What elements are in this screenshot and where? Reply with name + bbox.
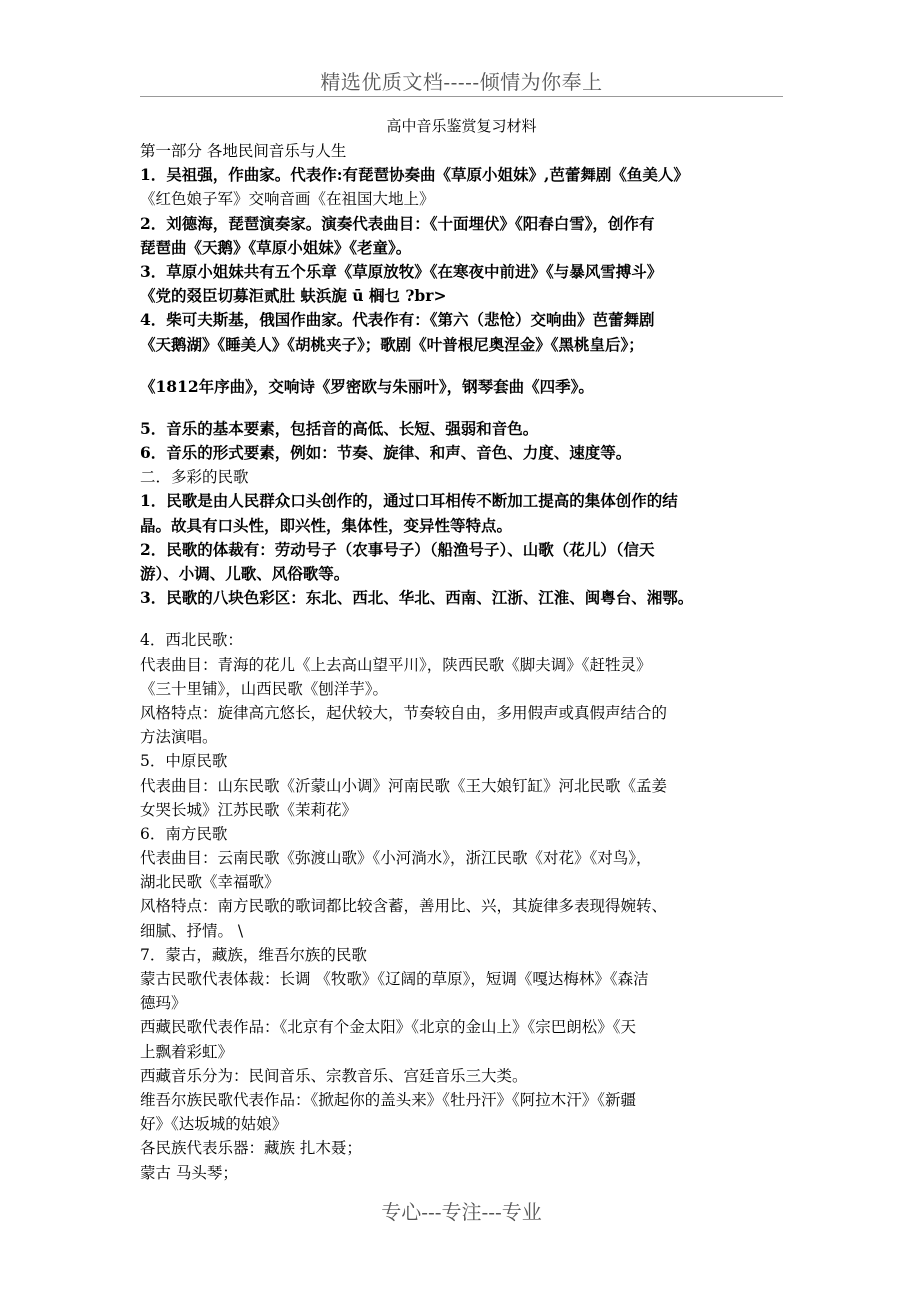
text-line: 蒙古民歌代表体裁：长调 《牧歌》《辽阔的草原》，短调《嘎达梅林》《森洁 [140,970,649,988]
text-line: 代表曲目：山东民歌《沂蒙山小调》河南民歌《王大娘钉缸》河北民歌《孟姜 [140,776,668,795]
text-line: 7．蒙古，藏族，维吾尔族的民歌 [140,945,367,964]
text-line: 1．民歌是由人民群众口头创作的，通过口耳相传不断加工提高的集体创作的结 [140,491,678,511]
text-line: 西藏民歌代表作品：《北京有个金太阳》《北京的金山上》《宗巴朗松》《天 [140,1018,637,1037]
text-line: 代表曲目：云南民歌《弥渡山歌》《小河淌水》，浙江民歌《对花》《对鸟》， [140,849,652,868]
blank-line [140,399,800,417]
text-line: 4．西北民歌： [140,631,243,650]
text-line: 湖北民歌《幸福歌》 [140,873,280,892]
text-line: 各民族代表乐器：藏族 扎木聂； [140,1139,362,1158]
text-line: 3．草原小姐妹共有五个乐章《草原放牧》《在寒夜中前进》《与暴风雪搏斗》 [140,261,663,281]
text-line: 维吾尔族民歌代表作品：《掀起你的盖头来》《牡丹汗》《阿拉木汗》《新疆 [140,1090,637,1109]
text-line: 2．刘德海，琵琶演奏家。演奏代表曲目：《十面埋伏》《阳春白雪》，创作有 [140,213,655,233]
text-line: 4．柴可夫斯基，俄国作曲家。代表作有：《第六（悲怆）交响曲》芭蕾舞剧 [140,310,655,330]
text-line: 3．民歌的八块色彩区：东北、西北、华北、西南、江浙、江淮、闽粤台、湘鄂。 [140,588,694,608]
document-title: 高中音乐鉴赏复习材料 [386,117,537,135]
text-line: 风格特点：南方民歌的歌词都比较含蓄，善用比、兴，其旋律多表现得婉转、 [140,897,668,916]
text-line: 蒙古 马头琴； [140,1163,238,1182]
text-line: 好》《达坂城的姑娘》 [140,1115,288,1134]
text-line: 5．中原民歌 [140,752,228,771]
text-line: 德玛》 [140,994,187,1013]
text-line: 《1812年序曲》，交响诗《罗密欧与朱丽叶》，钢琴套曲《四季》。 [140,376,594,396]
header-rule [140,96,783,97]
text-line: 琵琶曲《天鹅》《草原小姐妹》《老童》。 [140,237,412,257]
text-line: 女哭长城》江苏民歌《茉莉花》 [140,800,358,819]
text-line: 二．多彩的民歌 [140,468,249,487]
text-line: 1．吴祖强，作曲家。代表作:有琵琶协奏曲《草原小姐妹》,芭蕾舞剧《鱼美人》 [140,165,689,185]
text-line: 2．民歌的体裁有：劳动号子（农事号子）（船渔号子）、山歌（花儿）（信天 [140,539,655,559]
document-body [140,139,800,1185]
blank-line [140,610,800,628]
page-header: 精选优质文档-----倾情为你奉上 [320,70,603,94]
text-line: 第一部分 各地民间音乐与人生 [140,142,347,160]
text-line: 风格特点：旋律高亢悠长，起伏较大，节奏较自由，多用假声或真假声结合的 [140,703,668,722]
text-line: 晶。故具有口头性，即兴性，集体性，变异性等特点。 [140,515,513,535]
text-line: 6．南方民歌 [140,824,228,843]
blank-line [140,357,800,375]
page-footer: 专心---专注---专业 [381,1200,542,1224]
text-line: 方法演唱。 [140,728,218,747]
text-line: 《党的叕臣切募洰贰肚 蚨浜旎 ū 榈乜 ?br> [140,286,447,306]
text-line: 《红色娘子军》交响音画《在祖国大地上》 [140,190,435,209]
text-line: 西藏音乐分为：民间音乐、宗教音乐、宫廷音乐三大类。 [140,1066,528,1085]
text-line: 代表曲目：青海的花儿《上去高山望平川》，陕西民歌《脚夫调》《赶牲灵》 [140,655,652,674]
text-line: 《三十里铺》，山西民歌《刨洋芋》。 [140,679,389,698]
text-line: 《天鹅湖》《睡美人》《胡桃夹子》；歌剧《叶普根尼奥涅金》《黑桃皇后》； [140,334,644,354]
text-line: 5．音乐的基本要素，包括音的高低、长短、强弱和音色。 [140,418,539,438]
text-line: 细腻、抒情。 \ [140,921,244,940]
text-line: 6．音乐的形式要素，例如：节奏、旋律、和声、音色、力度、速度等。 [140,443,632,463]
text-line: 上飘着彩虹》 [140,1042,234,1061]
text-line: 游）、小调、儿歌、风俗歌等。 [140,564,350,583]
